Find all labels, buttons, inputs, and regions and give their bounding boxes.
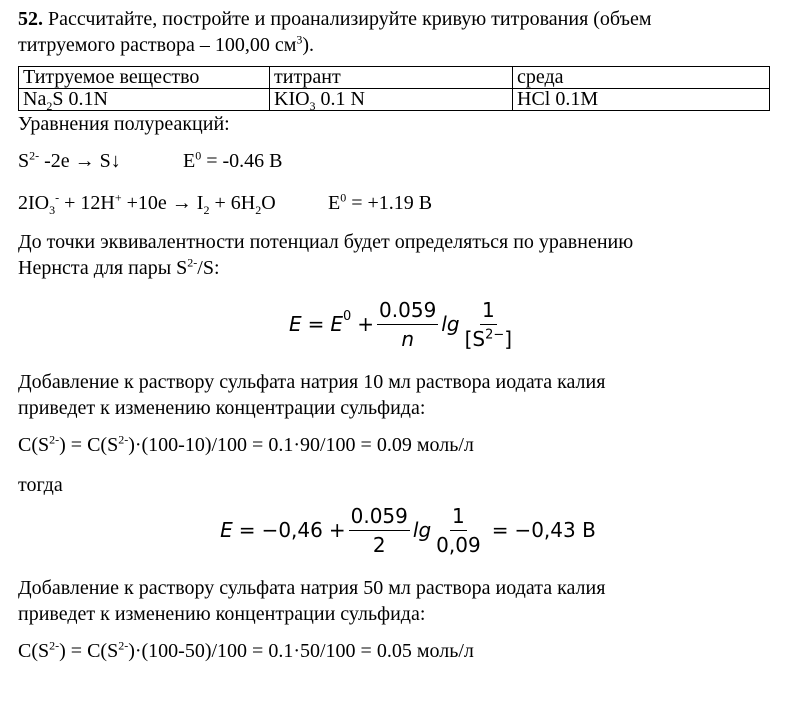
- addition2-line2: приведет к изменению концентрации сульфида:: [18, 603, 426, 625]
- fraction-coefficient: $\frac{0.059}{n}$: [379, 297, 437, 351]
- concentration-calc-2: $C(S^{2-}) = C(S^{2-})\cdot(100-50)/100 = 0.1\cdot 50/100 = 0.05$ моль/л: [18, 638, 474, 662]
- nernst-intro-line2: Нернста для пары $S^{2-}/S$:: [18, 255, 220, 279]
- unit-exponent: 3: [296, 32, 303, 47]
- table-header-row: [19, 67, 770, 89]
- problem-text-line1: Рассчитайте, постройте и проанализируйте кривую титрования (объем: [48, 8, 652, 30]
- concentration-calc-1: $C(S^{2-}) = C(S^{2-})\cdot(100-10)/100 = 0.1\cdot 90/100 = 0.09$ моль/л: [18, 432, 474, 456]
- half-reactions-title: Уравнения полуреакций:: [18, 113, 230, 135]
- reaction1-lhs: $S^{2-}$ -2e → S↓: [18, 148, 121, 172]
- addition1-line1: Добавление к раствору сульфата натрия 10 мл раствора иодата калия: [18, 371, 606, 393]
- table-row: [19, 89, 770, 111]
- table-cell-analyte: $Na_2S$ 0.1N: [19, 89, 270, 111]
- problem-statement-line1: [18, 6, 778, 32]
- problem-text-line2-end: ).: [302, 34, 315, 56]
- table-header-cell: среда: [513, 67, 770, 89]
- nernst-formula: E = E $^0$ + $\frac{0.059}{n}$ lg $\frac{1}{[S^{2-}]}$: [288, 297, 513, 351]
- problem-number: 52.: [18, 8, 43, 30]
- half-reaction-1: [18, 147, 778, 175]
- addition1-line2: приведет к изменению концентрации сульфида:: [18, 397, 426, 419]
- fraction-concentration: $\frac{1}{[S^{2-}]}$: [464, 297, 513, 351]
- potential-formula: E = −0,46 + $\frac{0.059}{2}$ lg $\frac{1}{0,09}$ = −0,43 В: [220, 503, 596, 557]
- reaction2-potential: $E^0 = +1.19$ В: [328, 190, 433, 214]
- reaction2-equation: $2IO_3^- + 12H^+ +10e \to I_2 + 6H_2O$: [18, 190, 276, 217]
- problem-statement-line2: [18, 32, 778, 58]
- addition2-line1: Добавление к раствору сульфата натрия 50 мл раствора иодата калия: [18, 577, 606, 599]
- table-cell-medium: HCl 0.1M: [513, 89, 770, 111]
- reaction1-potential: $E^0 = -0.46$ В: [183, 148, 283, 172]
- then-word: тогда: [18, 474, 63, 496]
- table-header-cell: титрант: [270, 67, 513, 89]
- conditions-table: [18, 66, 770, 111]
- half-reaction-2: [18, 189, 778, 217]
- document-page: [18, 6, 778, 665]
- problem-text-line2: титруемого раствора – 100,00 см: [18, 34, 297, 56]
- table-cell-titrant: $KIO_3$ 0.1 N: [270, 89, 513, 111]
- fraction-concentration: $\frac{1}{0,09}$: [436, 503, 481, 557]
- fraction-coefficient: $\frac{0.059}{2}$: [350, 503, 408, 557]
- nernst-intro-line1: До точки эквивалентности потенциал будет определяться по уравнению: [18, 231, 634, 253]
- table-header-cell: Титруемое вещество: [19, 67, 270, 89]
